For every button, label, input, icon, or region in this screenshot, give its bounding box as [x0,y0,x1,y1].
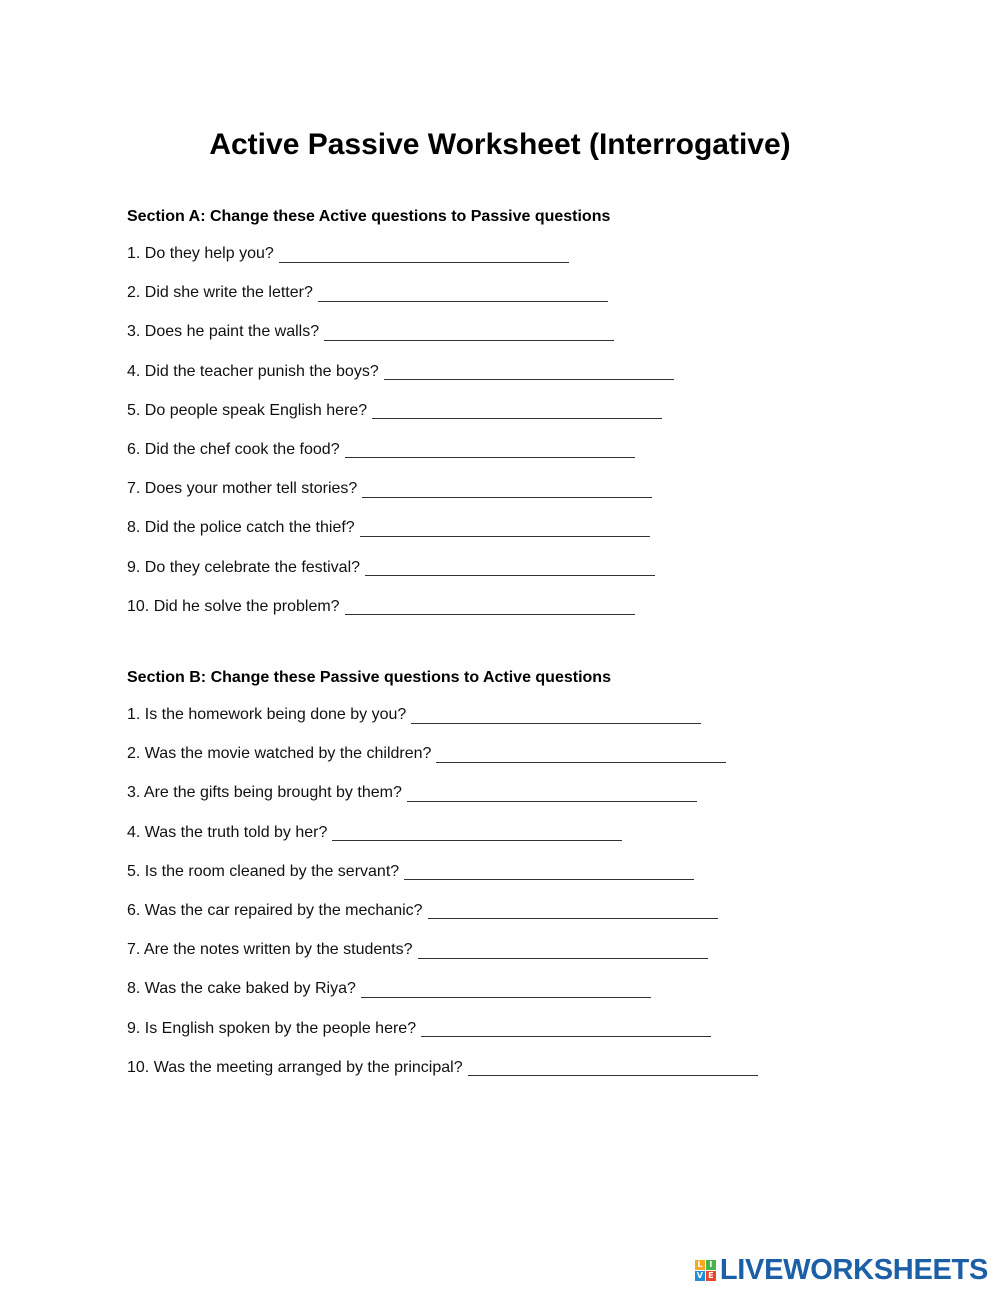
liveworksheets-mark-icon [695,1260,716,1281]
question-item [127,1018,887,1057]
question-item [127,822,887,861]
answer-field[interactable] [362,481,652,498]
logo-letter: L [695,1260,705,1270]
question-text: 8. Was the cake baked by Riya? [127,980,356,998]
answer-field[interactable] [345,598,635,615]
liveworksheets-wordmark: LIVEWORKSHEETS [719,1253,988,1286]
question-text: 4. Was the truth told by her? [127,823,328,841]
answer-field[interactable] [318,285,608,302]
question-item [127,557,887,596]
question-item [127,704,887,743]
question-text: 5. Is the room cleaned by the servant? [127,862,400,880]
question-text: 10. Was the meeting arranged by the principal? [127,1058,463,1076]
question-item [127,478,887,517]
question-text: 5. Do people speak English here? [127,401,368,419]
question-text: 7. Are the notes written by the students? [127,941,413,959]
question-item [127,861,887,900]
section-b-question-list [127,704,887,1096]
liveworksheets-logo [695,1254,988,1286]
question-item [127,978,887,1017]
question-item [127,939,887,978]
question-item [127,321,887,360]
section-b [127,668,887,1096]
question-item [127,243,887,282]
question-item [127,596,887,635]
worksheet-title: Active Passive Worksheet (Interrogative) [209,128,791,161]
question-text: 9. Do they celebrate the festival? [127,558,361,576]
answer-field[interactable] [384,363,674,380]
answer-field[interactable] [332,824,622,841]
question-text: 3. Does he paint the walls? [127,323,320,341]
section-a-heading: Section A: Change these Active questions to Passive questions [127,208,611,225]
answer-field[interactable] [404,863,694,880]
question-text: 2. Was the movie watched by the children? [127,745,432,763]
answer-field[interactable] [421,1020,711,1037]
question-text: 1. Do they help you? [127,245,274,262]
logo-letter: I [706,1260,716,1270]
question-text: 10. Did he solve the problem? [127,597,340,615]
answer-field[interactable] [345,441,635,458]
answer-field[interactable] [411,707,701,724]
question-text: 2. Did she write the letter? [127,284,313,302]
answer-field[interactable] [361,981,651,998]
question-item [127,361,887,400]
section-b-heading: Section B: Change these Passive questions to Active questions [127,669,611,686]
question-item [127,517,887,556]
question-item [127,400,887,439]
question-text: 4. Did the teacher punish the boys? [127,362,379,380]
answer-field[interactable] [324,324,614,341]
question-item [127,900,887,939]
answer-field[interactable] [360,520,650,537]
answer-field[interactable] [436,746,726,763]
question-text: 3. Are the gifts being brought by them? [127,784,402,802]
question-text: 9. Is English spoken by the people here? [127,1019,417,1037]
question-text: 6. Was the car repaired by the mechanic? [127,901,423,919]
question-text: 8. Did the police catch the thief? [127,519,355,537]
question-item [127,282,887,321]
answer-field[interactable] [468,1059,758,1076]
answer-field[interactable] [407,785,697,802]
answer-field[interactable] [418,942,708,959]
question-text: 7. Does your mother tell stories? [127,480,358,498]
answer-field[interactable] [428,902,718,919]
question-item [127,1057,887,1096]
section-a [127,207,887,635]
question-text: 1. Is the homework being done by you? [127,706,407,723]
answer-field[interactable] [279,246,569,263]
question-text: 6. Did the chef cook the food? [127,440,340,458]
question-item [127,782,887,821]
question-item [127,439,887,478]
question-item [127,743,887,782]
logo-letter: V [696,1270,703,1280]
section-a-question-list [127,243,887,635]
answer-field[interactable] [365,559,655,576]
answer-field[interactable] [372,402,662,419]
logo-letter: E [706,1271,716,1281]
